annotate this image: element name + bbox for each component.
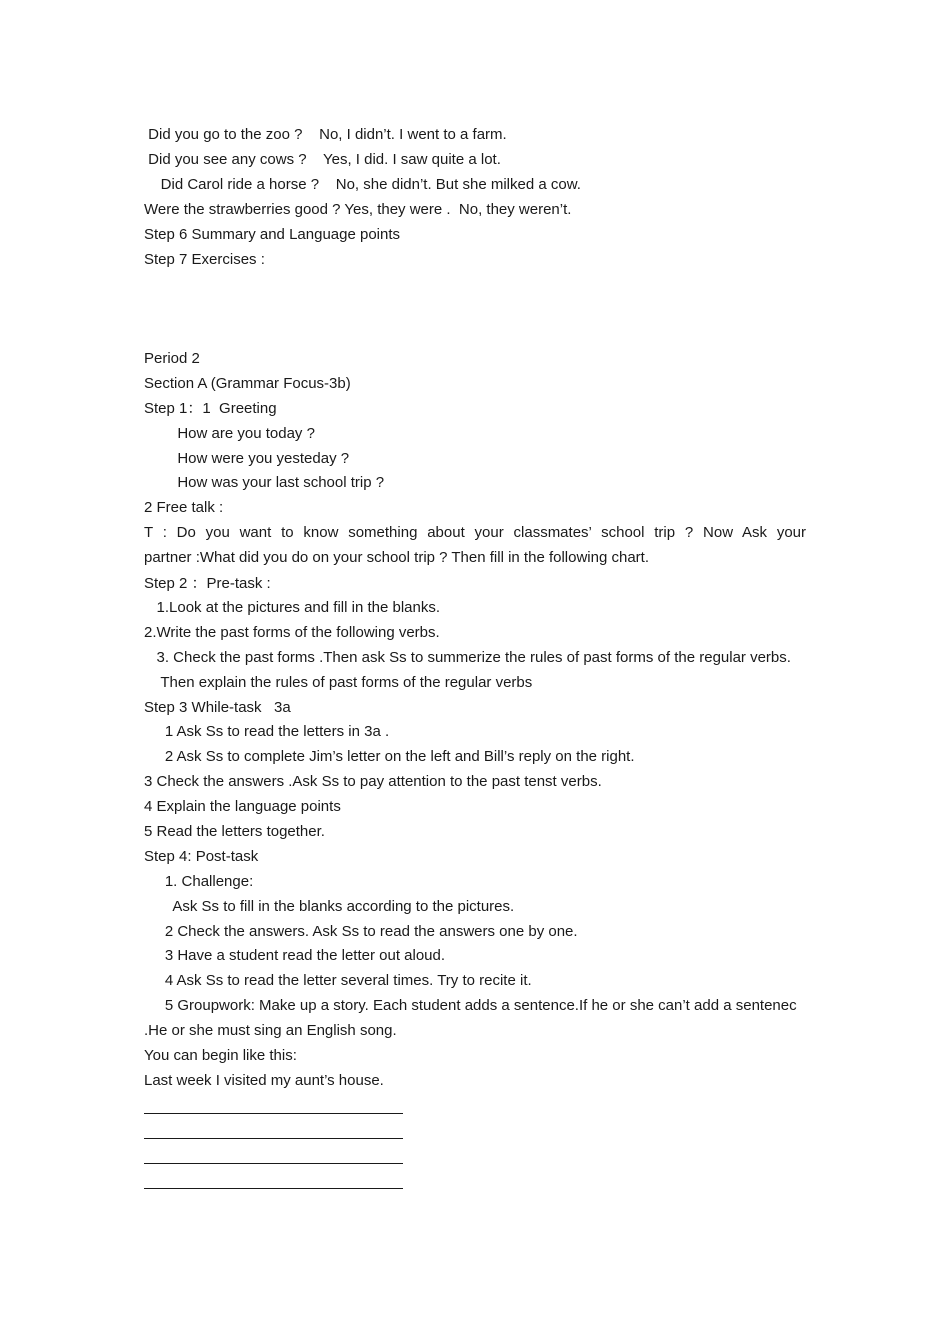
pre-task-item: 3. Check the past forms .Then ask Ss to summerize the rules of past forms of the regular verbs. <box>144 649 791 666</box>
story-prompt: You can begin like this: <box>144 1047 297 1064</box>
while-task-item: 5 Read the letters together. <box>144 823 325 840</box>
pre-task-item: 2.Write the past forms of the following verbs. <box>144 624 440 641</box>
post-task-item: 2 Check the answers. Ask Ss to read the answers one by one. <box>144 923 578 940</box>
post-task-item: 3 Have a student read the letter out aloud. <box>144 947 446 964</box>
period-heading: Period 2 <box>144 350 200 367</box>
pre-task-item: Then explain the rules of past forms of the regular verbs <box>144 674 533 691</box>
dialogue-line-strawberries: Were the strawberries good ? Yes, they were . No, they weren’t. <box>144 201 572 218</box>
blank-writing-line <box>144 1188 403 1189</box>
greeting-question: How was your last school trip ? <box>144 474 385 491</box>
story-first-sentence: Last week I visited my aunt’s house. <box>144 1072 384 1089</box>
blank-writing-line <box>144 1113 403 1114</box>
section-heading: Section A (Grammar Focus-3b) <box>144 375 351 392</box>
step-6-heading: Step 6 Summary and Language points <box>144 226 401 243</box>
step-1-heading: Step 1：1 Greeting <box>144 400 277 417</box>
free-talk-paragraph-line: partner :What did you do on your school trip ? Then fill in the following chart. <box>144 549 649 566</box>
free-talk-heading: 2 Free talk : <box>144 499 224 516</box>
post-task-item: 5 Groupwork: Make up a story. Each student adds a sentence.If he or she can’t add a sentenec <box>144 997 797 1014</box>
step-3-heading: Step 3 While-task 3a <box>144 699 291 716</box>
post-task-item: .He or she must sing an English song. <box>144 1022 397 1039</box>
step-4-heading: Step 4: Post-task <box>144 848 259 865</box>
dialogue-line-horse: Did Carol ride a horse ? No, she didn’t. But she milked a cow. <box>144 176 581 193</box>
greeting-question: How are you today ? <box>144 425 315 442</box>
step-2-heading: Step 2 ：Pre-task : <box>144 575 271 592</box>
while-task-item: 1 Ask Ss to read the letters in 3a . <box>144 723 390 740</box>
dialogue-line-zoo: Did you go to the zoo ? No, I didn’t. I went to a farm. <box>144 126 507 143</box>
post-task-item: Ask Ss to fill in the blanks according to the pictures. <box>144 898 515 915</box>
greeting-question: How were you yesteday ? <box>144 450 350 467</box>
blank-writing-line <box>144 1163 403 1164</box>
post-task-item: 1. Challenge: <box>144 873 254 890</box>
free-talk-paragraph-line: T : Do you want to know something about your classmates’ school trip ? Now Ask your <box>144 524 806 541</box>
post-task-item: 4 Ask Ss to read the letter several times. Try to recite it. <box>144 972 532 989</box>
while-task-item: 3 Check the answers .Ask Ss to pay attention to the past tenst verbs. <box>144 773 602 790</box>
blank-writing-line <box>144 1138 403 1139</box>
while-task-item: 2 Ask Ss to complete Jim’s letter on the left and Bill’s reply on the right. <box>144 748 635 765</box>
step-7-heading: Step 7 Exercises : <box>144 251 265 268</box>
dialogue-line-cows: Did you see any cows ? Yes, I did. I saw quite a lot. <box>144 151 501 168</box>
pre-task-item: 1.Look at the pictures and fill in the blanks. <box>144 599 441 616</box>
while-task-item: 4 Explain the language points <box>144 798 341 815</box>
